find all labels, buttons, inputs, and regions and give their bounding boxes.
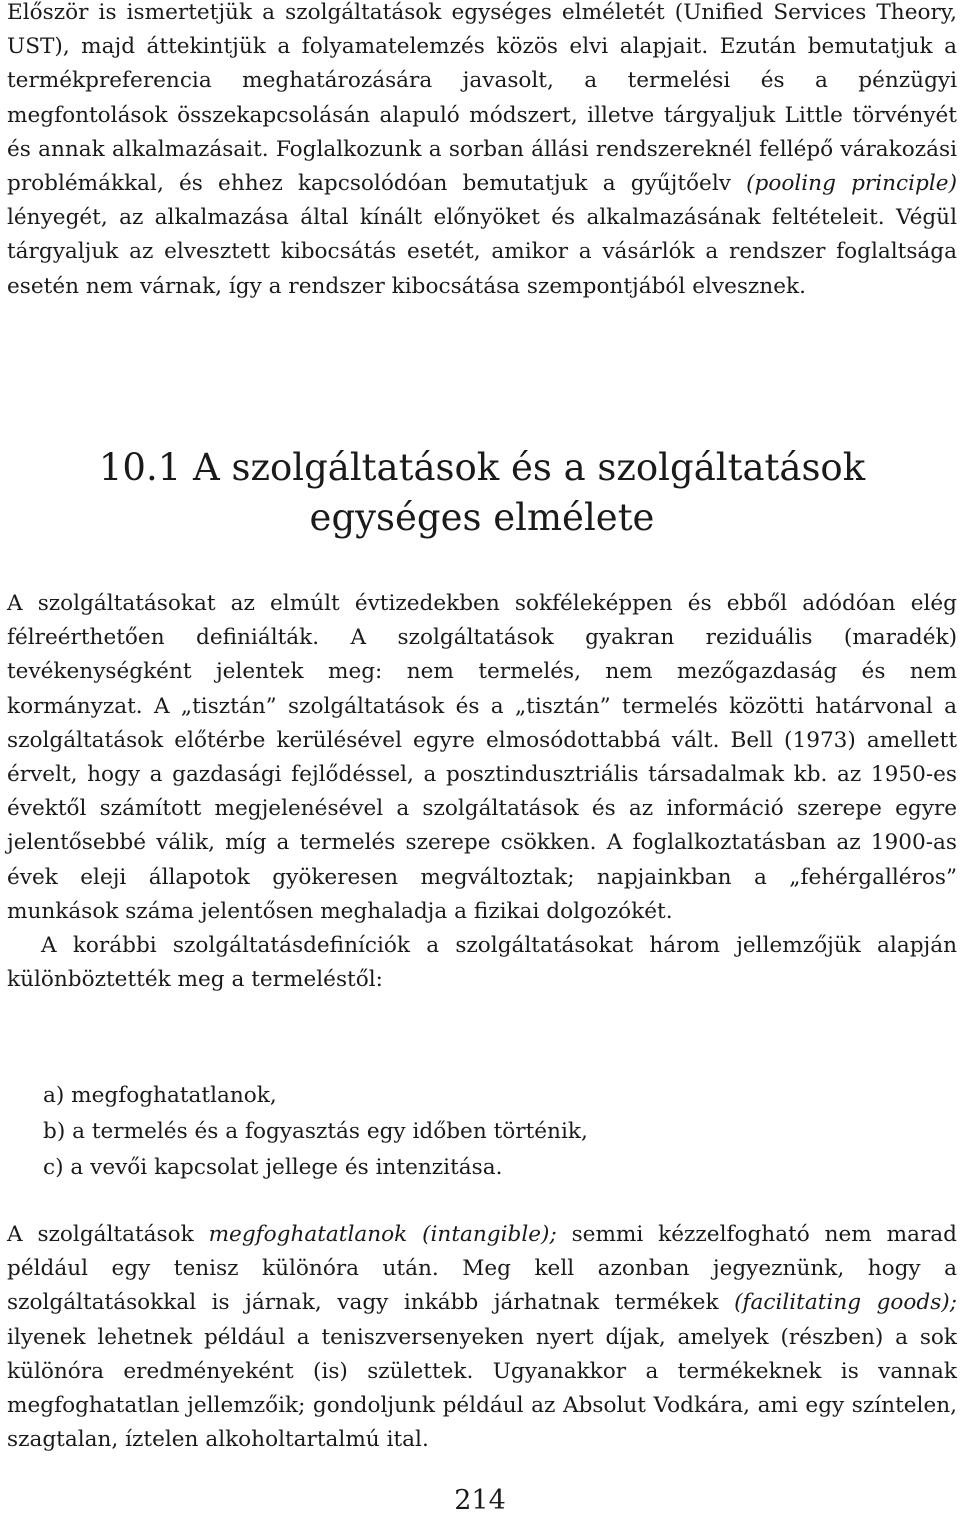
intro-paragraph — [7, 0, 957, 304]
chapter-title-line1: 10.1 A szolgáltatások és a szolgáltatások — [98, 446, 866, 489]
list-item: c) a vevői kapcsolat jellege és intenzitása. — [43, 1155, 503, 1180]
section-paragraph-1: A szolgáltatásokat az elmúlt évtizedekben sokféleképpen és ebből adódóan elég félreérthetően definiálták. A szolgáltatások gyakran reziduális (maradék) tevékenységként jelentek meg: nem termelés, nem mezőgazdaság és nem kormányzat. A „tisztán” szolgáltatások és a „tisztán” termelés közötti határvonal a szolgáltatások előtérbe kerülésével egyre elmosódottabbá vált. Bell (1973) amellett érvelt, hogy a gazdasági fejlődéssel, a posztindusztriális társadalmak kb. az 1950-es évektől számított megjelenésével a szolgáltatások és az információ szerepe egyre jelentősebbé válik, míg a termelés szerepe csökken. A foglalkoztatásban az 1900-as évek eleji állapotok gyökeresen megváltoztak; napjainkban a „fehérgalléros” munkások száma jelentősen meghaladja a fizikai dolgozókét. — [7, 591, 957, 924]
list-item: a) megfoghatatlanok, — [43, 1083, 277, 1108]
section-body — [7, 587, 957, 997]
intangible-italic-term: megfoghatatlanok (intangible); — [208, 1222, 557, 1247]
chapter-title — [7, 443, 957, 543]
document-page — [7, 0, 957, 1453]
intro-text: Először is ismertetjük a szolgáltatások egységes elméletét (Unified Services Theory, UST), majd áttekintjük a folyamatelemzés közös elvi alapjait. Ezután bemutatjuk a termékpreferencia meghatározására javasolt, a termelési és a pénzügyi megfontolások összekapcsolásán alapuló módszert, illetve tárgyaljuk Little törvényét és annak alkalmazásait. Foglalkozunk a sorban állási rendszereknél fellépő várakozási problémákkal, és ehhez kapcsolódóan bemutatjuk a gyűjtőelv — [7, 0, 957, 197]
intro-text-after: lényegét, az alkalmazása által kínált előnyöket és alkalmazásának feltételeit. Végül tárgyaljuk az elvesztett kibocsátás esetét, amikor a vásárlók a rendszer foglaltsága esetén nem várnak, így a rendszer kibocsátása szempontjából elvesznek. — [7, 205, 957, 299]
chapter-title-line2: egységes elmélete — [309, 496, 655, 539]
characteristics-list — [43, 1078, 588, 1186]
section-paragraph-2: A korábbi szolgáltatásdefiníciók a szolgáltatásokat három jellemzőjük alapján különböztették meg a termeléstől: — [7, 933, 957, 993]
facilitating-goods-term: (facilitating goods); — [734, 1290, 957, 1316]
intangible-text-end: ilyenek lehetnek például a teniszversenyeken nyert díjak, amelyek (részben) a sok különóra eredményeként (is) születtek. Ugyanakkor a termékeknek is vannak megfoghatatlan jellemzőik; gondoljunk például az Absolut Vodkára, ami egy színtelen, szagtalan, íztelen alkoholtartalmú ital. — [7, 1324, 957, 1453]
page-number: 214 — [454, 1485, 506, 1516]
list-item: b) a termelés és a fogyasztás egy időben történik, — [43, 1119, 588, 1144]
intangible-text-mid: semmi kézzelfogható nem marad például egy tenisz különóra után. Meg kell azonban jegyeznünk, hogy a szolgáltatásokkal is járnak, vagy inkább járhatnak termékek — [7, 1222, 957, 1316]
intangible-section — [7, 1218, 957, 1457]
intangible-text-start: A szolgáltatások — [7, 1222, 209, 1247]
intro-italic-term: (pooling principle) — [746, 171, 957, 197]
intangible-paragraph — [7, 1218, 957, 1457]
